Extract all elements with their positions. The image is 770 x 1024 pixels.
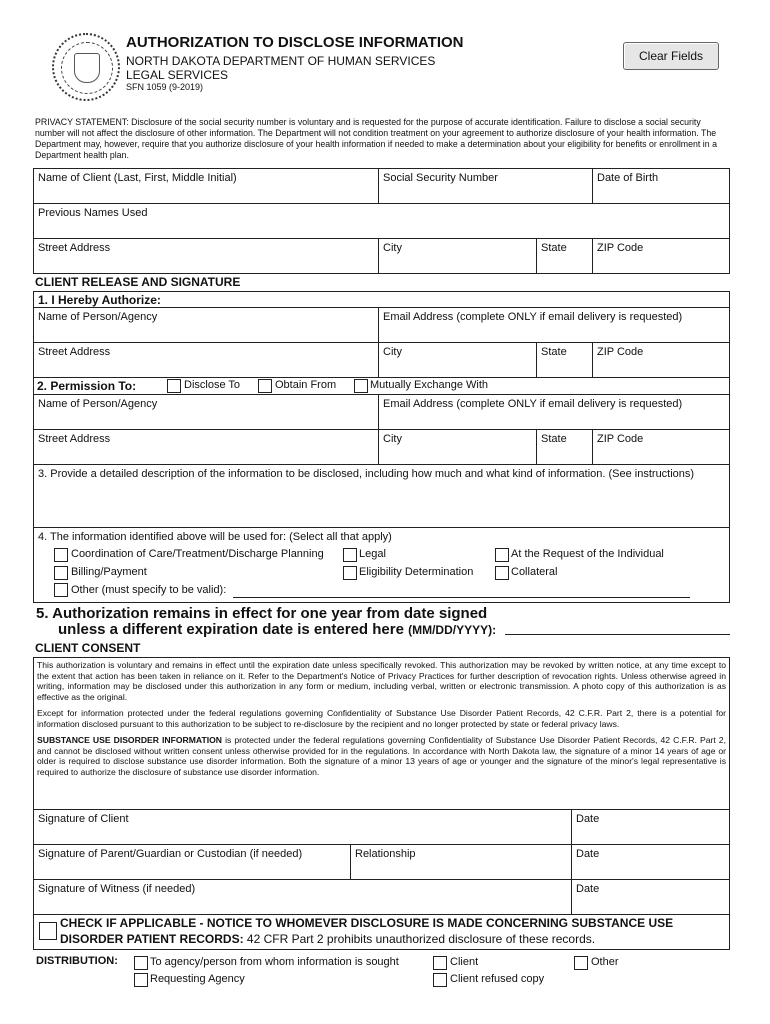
client-signature-label: Signature of Client <box>38 813 129 825</box>
witness-date-label: Date <box>576 883 600 895</box>
authorized-state-label: State <box>541 346 567 358</box>
expiration-line1: 5. Authorization remains in effect for one year from date signed <box>36 605 488 622</box>
recipient-email-label: Email Address (complete ONLY if email delivery is requested) <box>383 398 683 410</box>
form-number: SFN 1059 (9-2019) <box>126 82 204 92</box>
client-state-field[interactable] <box>536 238 593 274</box>
dist-agency-label: To agency/person from whom information is sought <box>150 956 399 968</box>
distribution-label: DISTRIBUTION: <box>36 955 118 967</box>
consent-paragraph-2: Except for information protected under the federal regulations governing Confidentiality of Substance Use Disorder Patient Records, 42 C.F.R. Part 2, there is a potential for information disclosed pursuant to this authorization to be subject to re-disclosure by the recipient and no longer protected by state or federal privacy laws. <box>37 708 726 729</box>
other-use-checkbox[interactable] <box>54 583 68 597</box>
recipient-street-label: Street Address <box>38 433 111 445</box>
dob-label: Date of Birth <box>597 172 659 184</box>
mutually-exchange-checkbox[interactable] <box>354 379 368 393</box>
dist-requesting-label: Requesting Agency <box>150 973 245 985</box>
parent-date-field[interactable] <box>571 844 730 880</box>
dist-other-label: Other <box>591 956 619 968</box>
authorized-street-label: Street Address <box>38 346 111 358</box>
dist-agency-checkbox[interactable] <box>134 956 148 970</box>
notice-line1: CHECK IF APPLICABLE - NOTICE TO WHOMEVER DISCLOSURE IS MADE CONCERNING SUBSTANCE USE <box>60 916 674 930</box>
request-label: At the Request of the Individual <box>511 548 664 560</box>
mutually-exchange-label: Mutually Exchange With <box>370 379 488 391</box>
client-name-field[interactable] <box>33 168 379 204</box>
client-street-field[interactable] <box>33 238 379 274</box>
request-checkbox[interactable] <box>495 548 509 562</box>
form-title: AUTHORIZATION TO DISCLOSE INFORMATION <box>126 34 464 51</box>
client-zip-label: ZIP Code <box>597 242 644 254</box>
dist-refused-checkbox[interactable] <box>433 973 447 987</box>
consent-heading: CLIENT CONSENT <box>35 641 141 655</box>
client-date-field[interactable] <box>571 809 730 845</box>
parent-signature-field[interactable] <box>33 844 351 880</box>
billing-label: Billing/Payment <box>71 566 147 578</box>
coordination-checkbox[interactable] <box>54 548 68 562</box>
recipient-street-field[interactable] <box>33 429 379 465</box>
recipient-person-field[interactable] <box>33 394 379 430</box>
authorized-person-label: Name of Person/Agency <box>38 311 158 323</box>
recipient-zip-field[interactable] <box>592 429 730 465</box>
authorized-city-label: City <box>383 346 402 358</box>
authorize-heading: 1. I Hereby Authorize: <box>33 291 730 308</box>
recipient-state-field[interactable] <box>536 429 593 465</box>
release-heading: CLIENT RELEASE AND SIGNATURE <box>35 275 241 289</box>
recipient-email-field[interactable] <box>378 394 730 430</box>
dist-requesting-checkbox[interactable] <box>134 973 148 987</box>
recipient-city-label: City <box>383 433 402 445</box>
recipient-city-field[interactable] <box>378 429 537 465</box>
state-seal-logo <box>52 33 120 101</box>
consent-paragraph-3: SUBSTANCE USE DISORDER INFORMATION is protected under the federal regulations governing Confidentiality of Substance Use Disorder Patient Records, 42 C.F.R. Part 2, and cannot be disclosed without written consent unless otherwise provided for in the regulations. In accordance with North Dakota law, the signature of a minor 14 years of age or older is required to disclose substance use disorder information. Both the signature of a minor 13 years of age or younger and the signature of the minor's legal representative is required to authorize the disclosure of substance use disorder information. <box>37 735 726 777</box>
previous-names-label: Previous Names Used <box>38 207 148 219</box>
eligibility-checkbox[interactable] <box>343 566 357 580</box>
client-name-label: Name of Client (Last, First, Middle Initial) <box>38 172 237 184</box>
dist-other-checkbox[interactable] <box>574 956 588 970</box>
relationship-field[interactable] <box>350 844 572 880</box>
ssn-field[interactable] <box>378 168 593 204</box>
client-street-label: Street Address <box>38 242 111 254</box>
billing-checkbox[interactable] <box>54 566 68 580</box>
ssn-label: Social Security Number <box>383 172 498 184</box>
disclose-to-label: Disclose To <box>184 379 241 391</box>
collateral-checkbox[interactable] <box>495 566 509 580</box>
collateral-label: Collateral <box>511 566 558 578</box>
client-city-field[interactable] <box>378 238 537 274</box>
legal-label: Legal <box>359 548 386 560</box>
witness-signature-field[interactable] <box>33 879 572 915</box>
other-use-label: Other (must specify to be valid): <box>71 584 227 596</box>
expiration-format: (MM/DD/YYYY): <box>408 623 497 637</box>
dist-client-label: Client <box>450 956 479 968</box>
parent-date-label: Date <box>576 848 600 860</box>
authorized-zip-label: ZIP Code <box>597 346 644 358</box>
legal-checkbox[interactable] <box>343 548 357 562</box>
use-label: 4. The information identified above will be used for: (Select all that apply) <box>38 531 392 543</box>
authorized-street-field[interactable] <box>33 342 379 378</box>
department-name: NORTH DAKOTA DEPARTMENT OF HUMAN SERVICES <box>126 54 436 68</box>
consent-paragraph-1: This authorization is voluntary and remains in effect until the expiration date unless specifically revoked. This authorization may be revoked by written notice, at any time except to the extent that action has been taken in reliance on it. Refer to the Department's Notice of Privacy Practices for further description of revocation rights. Unless otherwise agreed in writing, information may be disclosed under this authorization in any form or medium, including verbal, written or electronic transmission. A photo copy of this authorization is as effective as the original. <box>37 660 726 702</box>
recipient-state-label: State <box>541 433 567 445</box>
notice-line2: DISORDER PATIENT RECORDS: 42 CFR Part 2 prohibits unauthorized disclosure of these records. <box>60 932 596 946</box>
permission-heading: 2. Permission To: <box>37 379 137 393</box>
clear-fields-button[interactable]: Clear Fields <box>623 42 719 70</box>
relationship-label: Relationship <box>355 848 416 860</box>
description-field[interactable] <box>33 464 730 528</box>
authorized-email-field[interactable] <box>378 307 730 343</box>
expiration-date-input[interactable] <box>505 634 730 635</box>
authorized-email-label: Email Address (complete ONLY if email delivery is requested) <box>383 311 683 323</box>
description-label: 3. Provide a detailed description of the information to be disclosed, including how much and what kind of information. (See instructions) <box>38 468 695 480</box>
authorized-city-field[interactable] <box>378 342 537 378</box>
expiration-line2: unless a different expiration date is entered here (MM/DD/YYYY): <box>58 621 497 638</box>
obtain-from-label: Obtain From <box>275 379 337 391</box>
dob-field[interactable] <box>592 168 730 204</box>
coordination-label: Coordination of Care/Treatment/Discharge Planning <box>71 548 324 560</box>
recipient-zip-label: ZIP Code <box>597 433 644 445</box>
client-date-label: Date <box>576 813 600 825</box>
witness-signature-label: Signature of Witness (if needed) <box>38 883 196 895</box>
other-use-input[interactable] <box>233 597 690 598</box>
client-zip-field[interactable] <box>592 238 730 274</box>
client-signature-field[interactable] <box>33 809 572 845</box>
consent-text-box <box>33 657 730 810</box>
dist-refused-label: Client refused copy <box>450 973 545 985</box>
authorized-person-field[interactable] <box>33 307 379 343</box>
recipient-person-label: Name of Person/Agency <box>38 398 158 410</box>
obtain-from-checkbox[interactable] <box>258 379 272 393</box>
disclose-to-checkbox[interactable] <box>167 379 181 393</box>
dist-client-checkbox[interactable] <box>433 956 447 970</box>
eligibility-label: Eligibility Determination <box>359 566 474 578</box>
witness-date-field[interactable] <box>571 879 730 915</box>
client-city-label: City <box>383 242 402 254</box>
previous-names-field[interactable] <box>33 203 730 239</box>
privacy-statement: PRIVACY STATEMENT: Disclosure of the social security number is voluntary and is requested for the purpose of accurate identification. Failure to disclose a social security number will not affect the disclosure of other information. The Department will not condition treatment on your agreement to authorize disclosure of your health information. The Department may, however, require that you authorize disclosure of your health information if needed to make a determination about your eligibility for benefits or enrollment in a Department health plan. <box>35 117 717 160</box>
authorized-zip-field[interactable] <box>592 342 730 378</box>
division-name: LEGAL SERVICES <box>126 68 229 82</box>
authorized-state-field[interactable] <box>536 342 593 378</box>
parent-signature-label: Signature of Parent/Guardian or Custodian (if needed) <box>38 848 303 860</box>
notice-checkbox[interactable] <box>39 922 57 940</box>
client-state-label: State <box>541 242 567 254</box>
